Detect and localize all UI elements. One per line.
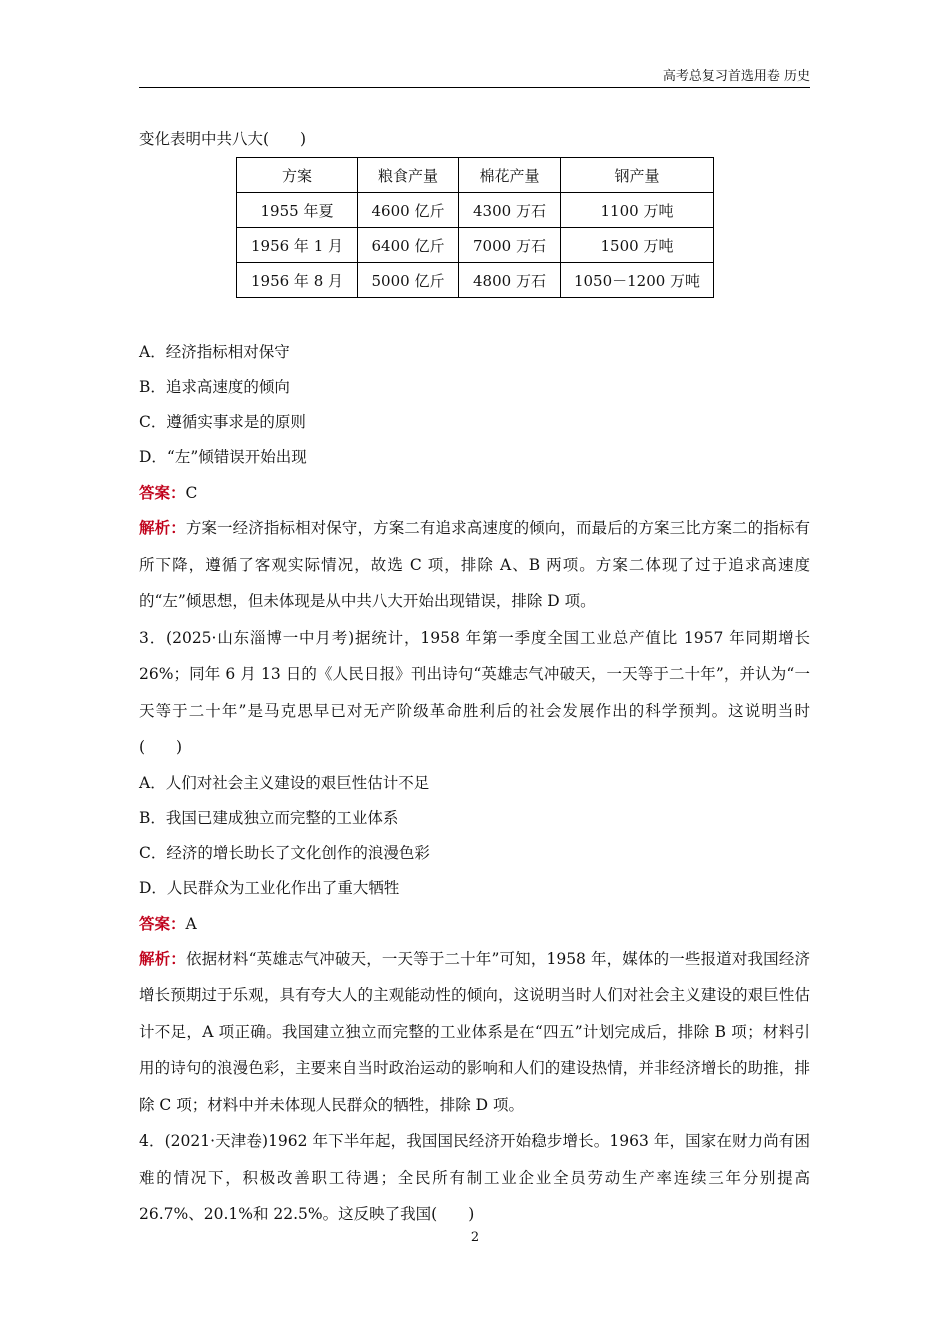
- table-header-cell: 粮食产量: [358, 158, 459, 193]
- q3-option-d: D．人民群众为工业化作出了重大牺牲: [139, 878, 400, 897]
- q3-option-c: C．经济的增长助长了文化创作的浪漫色彩: [139, 843, 430, 862]
- table-row: [237, 263, 714, 298]
- analysis-label: 解析：: [139, 948, 186, 968]
- table-cell: 4600 亿斤: [358, 193, 459, 228]
- production-plan-table: [236, 157, 714, 298]
- table-cell: 4300 万石: [459, 193, 561, 228]
- analysis-text: 依据材料“英雄志气冲破天，一天等于二十年”可知，1958 年，媒体的一些报道对我国经济增长预期过于乐观，具有夸大人的主观能动性的倾向，这说明当时人们对社会主义建设的艰巨性估计不足，A 项正确。我国建立独立而完整的工业体系是在“四五”计划完成后，排除 B 项；材料引用的诗句的浪漫色彩，主要来自当时政治运动的影响和人们的建设热情，并非经济增长的助推，排除 C 项；材料中并未体现人民群众的牺牲，排除 D 项。: [139, 949, 810, 1114]
- q2-option-d: D．“左”倾错误开始出现: [139, 448, 307, 466]
- table-cell: 5000 亿斤: [358, 263, 459, 298]
- q3-answer: [139, 906, 810, 941]
- table-cell: 4800 万石: [459, 263, 561, 298]
- q2-analysis: [139, 510, 810, 620]
- q2-stem-tail: 变化表明中共八大( ): [139, 130, 307, 148]
- table-cell: 7000 万石: [459, 228, 561, 263]
- page-header: [139, 70, 810, 88]
- table-header-row: [237, 158, 714, 193]
- table-cell: 1100 万吨: [561, 193, 714, 228]
- header-text: 高考总复习首选用卷 历史: [662, 69, 810, 84]
- table-header-cell: 方案: [237, 158, 358, 193]
- table-cell: 1956 年 1 月: [237, 228, 358, 263]
- page-number: 2: [470, 1230, 480, 1245]
- q3-option-b: B．我国已建成独立而完整的工业体系: [139, 808, 399, 827]
- q2-option-a: A．经济指标相对保守: [139, 343, 290, 361]
- answer-value: A: [185, 914, 197, 933]
- answer-label: 答案：: [139, 483, 186, 502]
- table-header-cell: 棉花产量: [459, 158, 561, 193]
- table-header-cell: 钢产量: [561, 158, 714, 193]
- table-cell: 1956 年 8 月: [237, 263, 358, 298]
- answer-value: C: [185, 484, 198, 502]
- table-cell: 1050－1200 万吨: [561, 263, 714, 298]
- q2-answer: [139, 475, 810, 510]
- q3-analysis: [139, 941, 810, 1124]
- analysis-text: 方案一经济指标相对保守，方案二有追求高速度的倾向，而最后的方案三比方案二的指标有所下降，遵循了客观实际情况，故选 C 项，排除 A、B 两项。方案二体现了过于追求高速度的“左”倾思想，但未体现是从中共八大开始出现错误，排除 D 项。: [139, 519, 810, 610]
- table-row: [237, 228, 714, 263]
- table-cell: 1500 万吨: [561, 228, 714, 263]
- q3-stem: 3．(2025·山东淄博一中月考)据统计，1958 年第一季度全国工业总产值比 1957 年同期增长 26%；同年 6 月 13 日的《人民日报》刊出诗句“英雄志气冲破天，一天等于二十年”，并认为“一天等于二十年”是马克思早已对无产阶级革命胜利后的社会发展作出的科学预判。这说明当时( ): [139, 628, 810, 756]
- q2-option-b: B．追求高速度的倾向: [139, 378, 290, 396]
- q3-option-a: A．人们对社会主义建设的艰巨性估计不足: [139, 773, 430, 792]
- analysis-label: 解析：: [139, 518, 186, 537]
- q2-option-c: C．遵循实事求是的原则: [139, 413, 306, 431]
- table-cell: 1955 年夏: [237, 193, 358, 228]
- table-cell: 6400 亿斤: [358, 228, 459, 263]
- answer-label: 答案：: [139, 913, 186, 933]
- q4-stem: 4．(2021·天津卷)1962 年下半年起，我国国民经济开始稳步增长。1963 年，国家在财力尚有困难的情况下，积极改善职工待遇；全民所有制工业企业全员劳动生产率连续三年分别提高 26.7%、20.1%和 22.5%。这反映了我国( ): [139, 1132, 810, 1223]
- table-row: [237, 193, 714, 228]
